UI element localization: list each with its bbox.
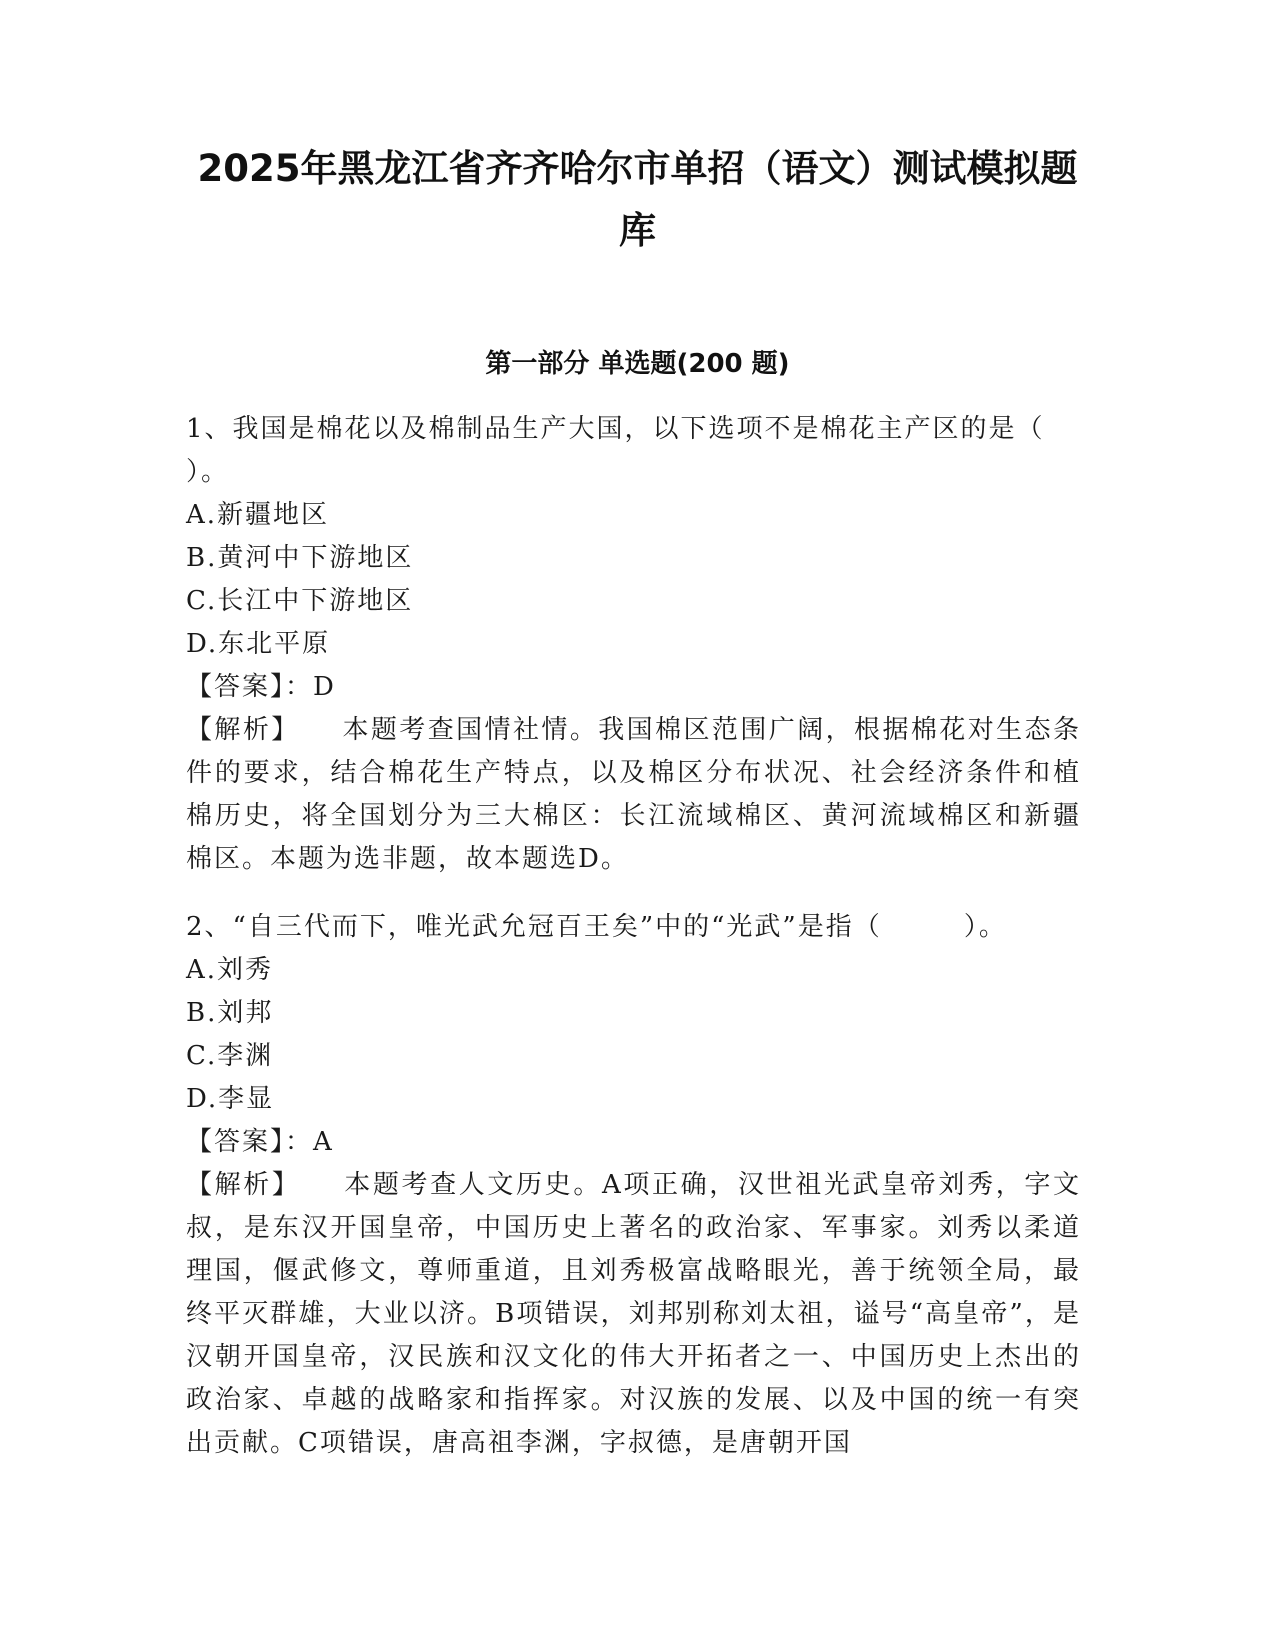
analysis-paragraph: 【解析】 本题考查人文历史。A项正确，汉世祖光武皇帝刘秀，字文叔，是东汉开国皇帝，中国历史上著名的政治家、军事家。刘秀以柔道理国，偃武修文，尊师重道，且刘秀极富战略眼光，善于统领全局，最终平灭群雄，大业以济。B项错误，刘邦别称刘太祖，谥号“高皇帝”，是汉朝开国皇帝，汉民族和汉文化的伟大开拓者之一、中国历史上杰出的政治家、卓越的战略家和指挥家。对汉族的发展、以及中国的统一有突出贡献。C项错误，唐高祖李渊，字叔德，是唐朝开国 (186, 1170, 1081, 1458)
analysis-paragraph: 【解析】 本题考查国情社情。我国棉区范围广阔，根据棉花对生态条件的要求，结合棉花生产特点，以及棉区分布状况、社会经济条件和植棉历史，将全国划分为三大棉区：长江流域棉区、黄河流域棉区和新疆棉区。本题为选非题，故本题选D。 (186, 715, 1081, 874)
option-d: D.东北平原 (186, 629, 331, 659)
option-b: B.刘邦 (186, 998, 274, 1028)
question-stem: 2、“自三代而下，唯光武允冠百王矣”中的“光武”是指（ ）。 (186, 912, 1007, 942)
document-title: 2025年黑龙江省齐齐哈尔市单招（语文）测试模拟题库 (197, 147, 1078, 252)
option-a: A.刘秀 (186, 955, 274, 985)
section-title: 第一部分 单选题(200 题) (485, 349, 790, 379)
answer-line: 【答案】：D (186, 672, 336, 702)
option-c: C.长江中下游地区 (186, 586, 414, 616)
option-d: D.李显 (186, 1084, 275, 1114)
option-a: A.新疆地区 (186, 500, 330, 530)
answer-line: 【答案】：A (186, 1127, 334, 1157)
option-b: B.黄河中下游地区 (186, 543, 414, 573)
question-stem: 1、我国是棉花以及棉制品生产大国，以下选项不是棉花主产区的是（ ）。 (186, 414, 1086, 487)
question-1 (186, 408, 1086, 881)
question-2 (186, 906, 1081, 1465)
option-c: C.李渊 (186, 1041, 274, 1071)
